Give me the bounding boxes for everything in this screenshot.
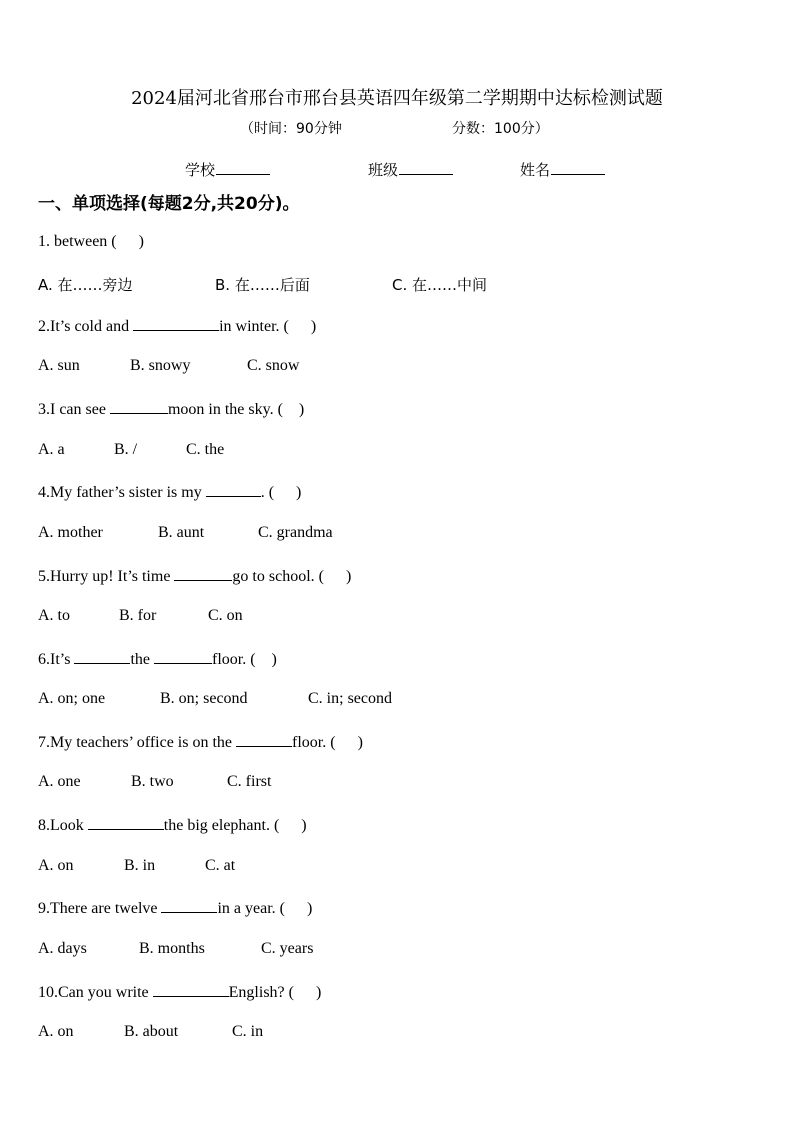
section-heading: 一、单项选择(每题2分,共20分)。 [38, 194, 300, 214]
answer-blank [174, 566, 232, 581]
option-b: B. / [114, 441, 138, 458]
answer-blank [161, 898, 217, 913]
answer-blank [74, 649, 130, 664]
question-stem: 1. between ( ) [38, 233, 144, 250]
option-a: A. on [38, 1023, 74, 1040]
option-b: B. for [119, 607, 157, 624]
option-c: C. on [208, 607, 243, 624]
school-blank[interactable] [216, 160, 270, 175]
option-b: B. two [131, 773, 174, 790]
exam-title: 2024届河北省邢台市邢台县英语四年级第二学期期中达标检测试题 [131, 88, 663, 109]
option-b: B. in [124, 857, 156, 874]
option-b: B. snowy [130, 357, 191, 374]
question-stem: 2.It’s cold and in winter. ( ) [38, 318, 317, 335]
question-stem: 4.My father’s sister is my . ( ) [38, 484, 302, 501]
option-c: C. 在……中间 [392, 276, 488, 294]
option-c: C. grandma [258, 524, 333, 541]
score-info: 分数：100分） [452, 121, 549, 137]
answer-blank [110, 399, 168, 414]
option-a: A. 在……旁边 [38, 276, 133, 294]
option-c: C. snow [247, 357, 300, 374]
class-field [368, 159, 453, 180]
answer-blank [154, 649, 212, 664]
school-field [185, 159, 270, 180]
option-b: B. about [124, 1023, 179, 1040]
class-blank[interactable] [399, 160, 453, 175]
option-a: A. mother [38, 524, 103, 541]
option-a: A. on; one [38, 690, 106, 707]
answer-blank [236, 732, 292, 747]
answer-blank [88, 815, 164, 830]
name-label: 姓名 [520, 161, 551, 179]
answer-blank [153, 982, 229, 997]
school-label: 学校 [185, 161, 216, 179]
question-stem: 5.Hurry up! It’s time go to school. ( ) [38, 568, 352, 585]
question-stem: 9.There are twelve in a year. ( ) [38, 900, 313, 917]
option-b: B. aunt [158, 524, 205, 541]
option-c: C. in [232, 1023, 264, 1040]
option-a: A. sun [38, 357, 80, 374]
option-a: A. days [38, 940, 87, 957]
option-b: B. months [139, 940, 205, 957]
name-field [520, 159, 605, 180]
question-stem: 8.Look the big elephant. ( ) [38, 817, 307, 834]
option-c: C. years [261, 940, 314, 957]
class-label: 班级 [368, 161, 399, 179]
option-c: C. at [205, 857, 236, 874]
time-info: （时间：90分钟 [240, 121, 342, 137]
option-a: A. one [38, 773, 81, 790]
option-c: C. the [186, 441, 225, 458]
option-a: A. a [38, 441, 65, 458]
name-blank[interactable] [551, 160, 605, 175]
question-stem: 10.Can you write English? ( ) [38, 984, 322, 1001]
option-c: C. in; second [308, 690, 392, 707]
option-b: B. 在……后面 [215, 276, 310, 294]
answer-blank [206, 482, 261, 497]
question-stem: 7.My teachers’ office is on the floor. ( ) [38, 734, 363, 751]
option-a: A. on [38, 857, 74, 874]
option-b: B. on; second [160, 690, 248, 707]
option-c: C. first [227, 773, 272, 790]
question-stem: 3.I can see moon in the sky. ( ) [38, 401, 305, 418]
option-a: A. to [38, 607, 70, 624]
answer-blank [133, 316, 219, 331]
question-stem: 6.It’s the floor. ( ) [38, 651, 277, 668]
